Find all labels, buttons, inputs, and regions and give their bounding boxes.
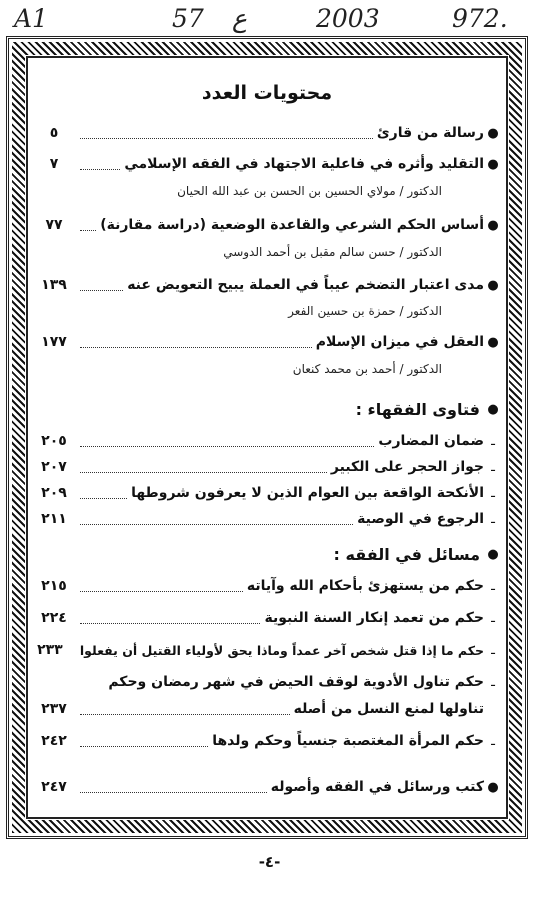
leader-dots [80, 591, 243, 592]
item-title: جواز الحجر على الكبير [330, 459, 484, 475]
page-title: محتويات العدد [201, 82, 333, 104]
bullet-icon: ● [487, 277, 499, 293]
section-title: مسائل في الفقه : [333, 545, 480, 564]
entry-title: مدى اعتبار التضخم عيباً في العملة يبيح التعويض عنه [127, 277, 484, 293]
page-number: -٤- [258, 853, 281, 871]
entry-page: ٧ [49, 156, 59, 172]
toc-entry[interactable] [32, 214, 502, 236]
handwritten-code: 972. [452, 4, 508, 33]
leader-dots [80, 623, 260, 624]
item-title: الأنكحة الواقعة بين العوام الذين لا يعرفون شروطها [131, 485, 484, 501]
item-title: ضمان المضارب [378, 433, 484, 449]
masail-item-line1[interactable] [32, 671, 502, 693]
fatawa-item[interactable] [32, 456, 502, 478]
item-page: ٢٤٢ [41, 733, 67, 749]
handwritten-a1: A1 [14, 4, 48, 33]
masail-item[interactable] [32, 575, 502, 597]
handwritten-issue-number: 57 [172, 4, 204, 33]
item-page: ٢٢٤ [41, 610, 67, 626]
leader-dots [80, 347, 312, 348]
entry-author: الدكتور / حسن سالم مقبل بن أحمد الدوسي [223, 245, 442, 259]
section-heading-masail [334, 545, 502, 564]
entry-title: التقليد وأثره في فاعلية الاجتهاد في الفقه الإسلامي [124, 156, 484, 172]
entry-page: ١٣٩ [41, 277, 67, 293]
dash-icon: ـ [491, 459, 495, 475]
entry-title: أساس الحكم الشرعي والقاعدة الوضعية (دراسة مقارنة) [100, 217, 484, 233]
bullet-icon: ● [487, 125, 499, 141]
dash-icon: ـ [491, 674, 495, 690]
item-title: حكم من يستهزئ بأحكام الله وآياته [246, 578, 484, 594]
leader-dots [80, 290, 123, 291]
dash-icon: ـ [491, 433, 495, 449]
leader-dots [80, 472, 327, 473]
masail-item[interactable] [32, 730, 502, 752]
entry-title: رسالة من قارئ [376, 125, 484, 141]
masail-item-line2[interactable] [32, 698, 502, 720]
dash-icon: ـ [491, 578, 495, 594]
entry-author: الدكتور / مولاي الحسين بن الحسن بن عبد الله الحيان [177, 184, 442, 198]
bullet-icon: ● [487, 217, 499, 233]
fatawa-item[interactable] [32, 430, 502, 452]
fatawa-item[interactable] [32, 482, 502, 504]
section-title: فتاوى الفقهاء : [355, 400, 480, 419]
toc-entry[interactable] [32, 122, 502, 144]
entry-title: كتب ورسائل في الفقه وأصوله [270, 779, 484, 795]
item-page: ٢٣٣ [37, 642, 63, 658]
entry-page: ٥ [49, 125, 59, 141]
item-page: ٢٠٥ [41, 433, 67, 449]
item-title: حكم تناول الأدوية لوقف الحيض في شهر رمضان وحكم [108, 674, 484, 690]
bullet-icon: ● [487, 334, 499, 350]
leader-dots [80, 792, 267, 793]
dash-icon: ـ [491, 642, 495, 658]
item-title-continued: تناولها لمنع النسل من أصله [293, 701, 484, 717]
entry-title: العقل في ميزان الإسلام [315, 334, 484, 350]
toc-entry-books[interactable] [32, 776, 502, 798]
entry-page: ٢٤٧ [41, 779, 67, 795]
item-title: حكم المرأة المغتصبة جنسياً وحكم ولدها [212, 733, 484, 749]
item-title: الرجوع في الوصية [357, 511, 484, 527]
item-title: حكم ما إذا قتل شخص آخر عمداً وماذا يحق لأولياء القتيل أن يفعلوا [79, 642, 484, 658]
bullet-icon: ● [487, 547, 499, 562]
entry-page: ١٧٧ [41, 334, 67, 350]
leader-dots [80, 230, 96, 231]
leader-dots [80, 714, 290, 715]
entry-page: ٧٧ [45, 217, 63, 233]
item-page: ٢١١ [41, 511, 67, 527]
entry-author: الدكتور / أحمد بن محمد كنعان [292, 362, 442, 376]
item-page: ٢٣٧ [41, 701, 67, 717]
handwritten-year: 2003 [316, 4, 380, 33]
toc-entry[interactable] [32, 274, 502, 296]
item-page: ٢٠٩ [41, 485, 67, 501]
section-heading-fatawa [356, 400, 502, 419]
leader-dots [80, 746, 208, 747]
item-page: ٢١٥ [41, 578, 67, 594]
toc-entry[interactable] [32, 331, 502, 353]
dash-icon: ـ [491, 511, 495, 527]
leader-dots [80, 138, 373, 139]
bullet-icon: ● [487, 779, 499, 795]
item-title: حكم من تعمد إنكار السنة النبوية [264, 610, 484, 626]
leader-dots [80, 169, 120, 170]
masail-item[interactable] [32, 607, 502, 629]
handwritten-letter: ع [232, 4, 247, 33]
bullet-icon: ● [487, 402, 499, 417]
table-of-contents [32, 56, 502, 816]
bullet-icon: ● [487, 156, 499, 172]
item-page: ٢٠٧ [41, 459, 67, 475]
dash-icon: ـ [491, 733, 495, 749]
masail-item[interactable] [32, 639, 502, 661]
dash-icon: ـ [491, 485, 495, 501]
leader-dots [80, 498, 127, 499]
leader-dots [80, 524, 353, 525]
fatawa-item[interactable] [32, 508, 502, 530]
dash-icon: ـ [491, 610, 495, 626]
toc-entry[interactable] [32, 153, 502, 175]
leader-dots [80, 446, 374, 447]
entry-author: الدكتور / حمزة بن حسين الفعر [288, 304, 442, 318]
